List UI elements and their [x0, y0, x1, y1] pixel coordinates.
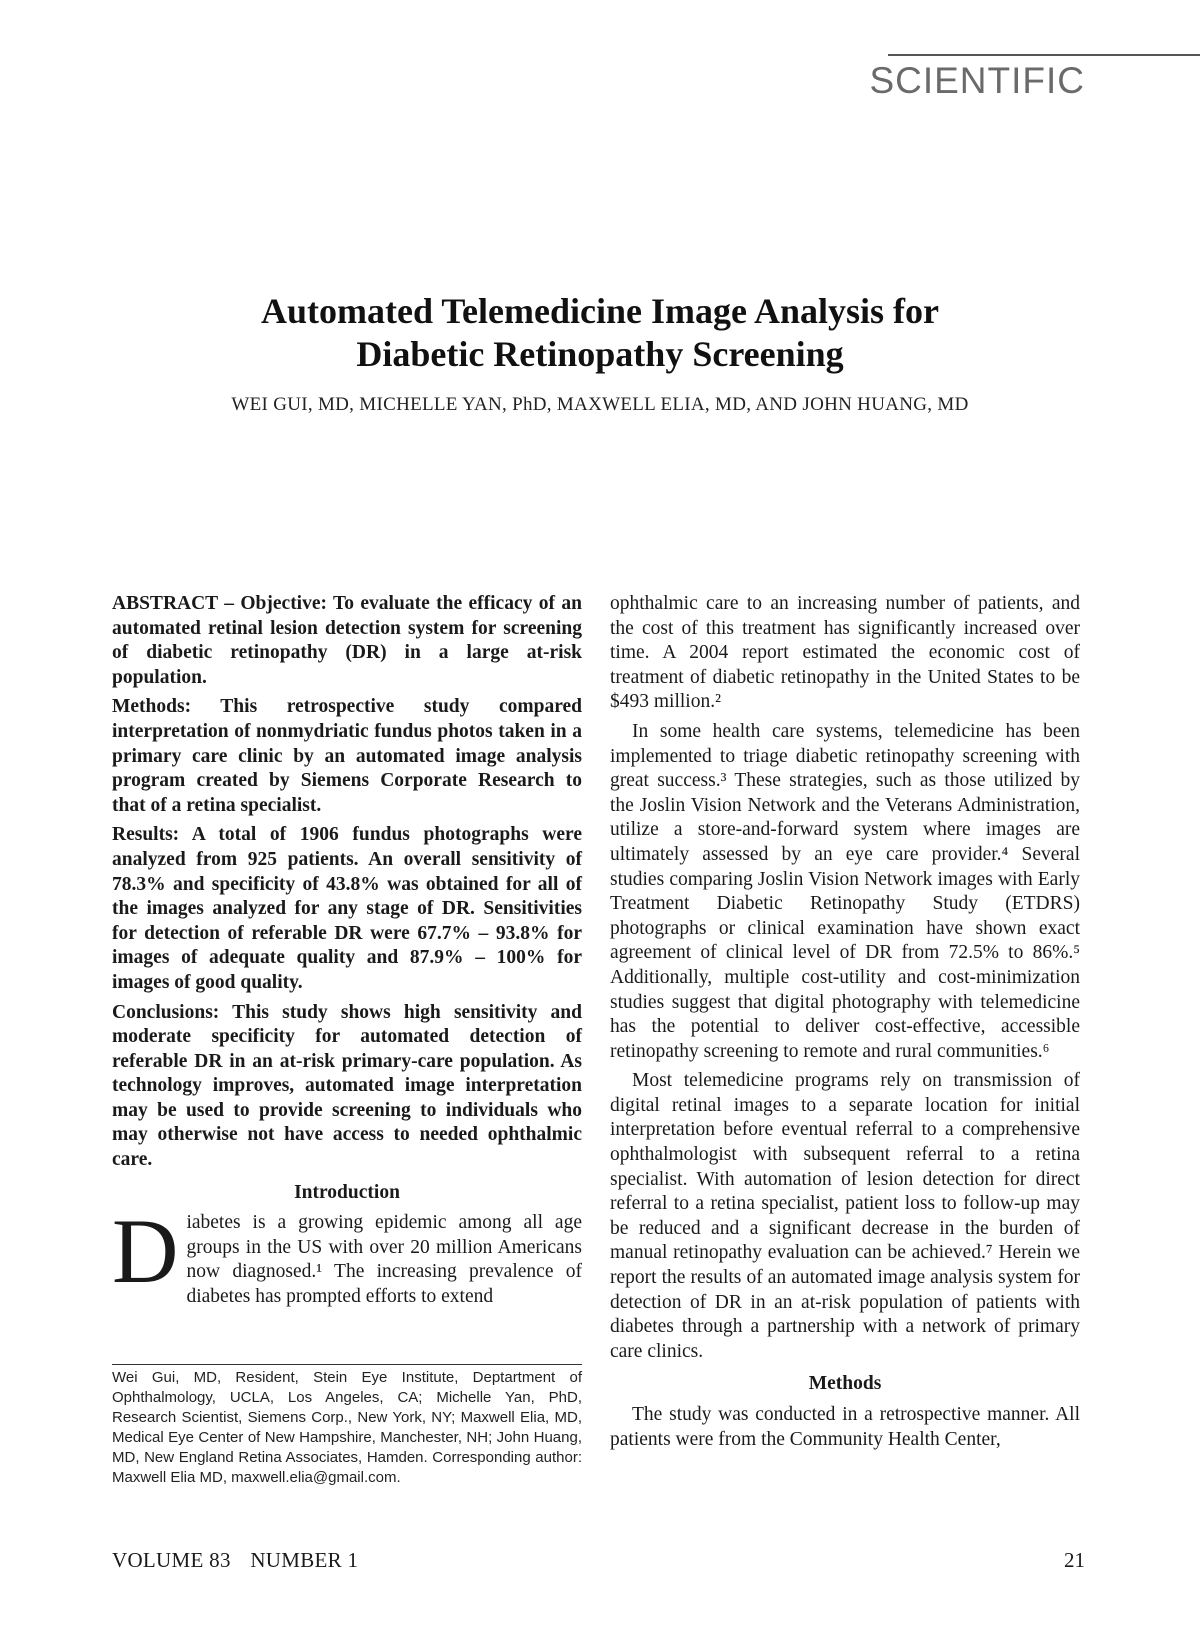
- right-column: [610, 592, 1080, 1452]
- title-line-2: Diabetic Retinopathy Screening: [356, 334, 844, 374]
- page-number: 21: [1064, 1548, 1085, 1572]
- header-rule: [888, 54, 1200, 56]
- footnote-rule: [112, 1364, 582, 1365]
- methods-heading: Methods: [808, 1373, 882, 1395]
- abstract-conclusions: Conclusions: This study shows high sensitivity and moderate specificity for automated detection of referable DR in an at-risk primary-care population. As technology improves, automated image interpretation may be used to provide screening to individuals who may otherwise not have access to needed ophthalmic care.: [112, 1001, 582, 1171]
- methods-paragraph: The study was conducted in a retrospective manner. All patients were from the Community Health Center,: [610, 1404, 1080, 1450]
- section-label: SCIENTIFIC: [869, 60, 1085, 101]
- author-affiliations-footnote: Wei Gui, MD, Resident, Stein Eye Institute, Deptartment of Ophthalmology, UCLA, Los Angeles, CA; Michelle Yan, PhD, Research Scientist, Siemens Corp., New York, NY; Maxwell Elia, MD, Medical Eye Center of New Hampshire, Manchester, NH; John Huang, MD, New England Retina Associates, Hamden. Corresponding author: Maxwell Elia MD, maxwell.elia@gmail.com.: [112, 1369, 582, 1486]
- body-paragraph-3: Most telemedicine programs rely on transmission of digital retinal images to a separate location for initial interpretation before eventual referral to a comprehensive ophthalmologist with subsequent referral to a retina specialist. With automation of lesion detection for direct referral to a retina specialist, patient loss to follow-up may be reduced and a significant decrease in the burden of manual retinopathy evaluation can be achieved.⁷ Herein we report the results of an automated image analysis system for detection of DR in an at-risk population of patients with diabetes through a partnership with a network of primary care clinics.: [610, 1070, 1080, 1362]
- article-title: [0, 290, 1200, 376]
- title-line-1: Automated Telemedicine Image Analysis for: [261, 291, 939, 331]
- author-list: WEI GUI, MD, MICHELLE YAN, PhD, MAXWELL ELIA, MD, AND JOHN HUANG, MD: [231, 394, 969, 415]
- body-paragraph-2: In some health care systems, telemedicine has been implemented to triage diabetic retinopathy screening with great success.³ These strategies, such as those utilized by the Joslin Vision Network and the Veterans Administration, utilize a store-and-forward system where images are ultimately assessed by an eye care provider.⁴ Several studies comparing Joslin Vision Network images with Early Treatment Diabetic Retinopathy Study (ETDRS) photographs or clinical examination have shown exact agreement of clinical level of DR from 72.5% to 86%.⁵ Additionally, multiple cost-utility and cost-minimization studies suggest that digital photography with telemedicine has the potential to deliver cost-effective, accessible retinopathy screening to remote and rural communities.⁶: [610, 720, 1080, 1062]
- number-label: NUMBER 1: [250, 1548, 359, 1572]
- left-column: [112, 592, 582, 1310]
- volume-label: VOLUME 83: [112, 1548, 231, 1572]
- abstract-results: Results: A total of 1906 fundus photographs were analyzed from 925 patients. An overall sensitivity of 78.3% and specificity of 43.8% was obtained for all of the images analyzed for any stage of DR. Sensitivities for detection of referable DR were 67.7% – 93.8% for images of adequate quality and 87.9% – 100% for images of good quality.: [112, 824, 582, 993]
- introduction-text: iabetes is a growing epidemic among all age groups in the US with over 20 million Americans now diagnosed.¹ The increasing prevalence of diabetes has prompted efforts to extend: [186, 1212, 582, 1308]
- drop-cap: D: [112, 1200, 179, 1303]
- abstract-objective: ABSTRACT – Objective: To evaluate the efficacy of an automated retinal lesion detection system for screening of diabetic retinopathy (DR) in a large at-risk population.: [112, 593, 582, 688]
- body-paragraph-1: ophthalmic care to an increasing number of patients, and the cost of this treatment has significantly increased over time. A 2004 report estimated the economic cost of treatment of diabetic retinopathy in the United States to be $493 million.²: [610, 593, 1080, 713]
- introduction-paragraph: [112, 1200, 582, 1309]
- introduction-heading: Introduction: [294, 1181, 400, 1203]
- journal-issue: [112, 1548, 358, 1573]
- abstract-methods: Methods: This retrospective study compared interpretation of nonmydriatic fundus photos taken in a primary care clinic by an automated image analysis program created by Siemens Corporate Research to that of a retina specialist.: [112, 696, 582, 816]
